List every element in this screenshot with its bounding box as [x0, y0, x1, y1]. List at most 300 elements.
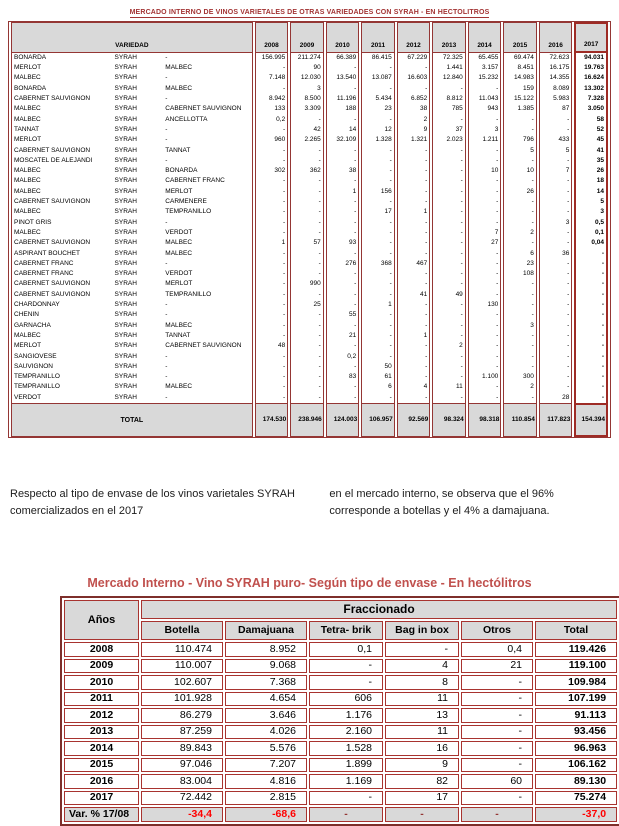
- variety-3: MERLOT: [163, 187, 252, 197]
- value-cell: 1.441: [432, 63, 466, 73]
- value-cell: 107.199: [535, 692, 617, 707]
- table-row: [11, 228, 608, 238]
- value-cell: 130: [468, 300, 502, 310]
- table-header-row: [11, 22, 608, 53]
- value-cell: 0,1: [309, 642, 383, 657]
- value-cell: 108: [503, 269, 537, 279]
- value-cell: -: [461, 758, 533, 773]
- variety-2: SYRAH: [114, 342, 137, 350]
- value-cell: 18: [574, 177, 608, 187]
- value-cell: -: [432, 321, 466, 331]
- total-value: 110.854: [503, 403, 537, 437]
- value-cell: -: [397, 352, 431, 362]
- value-cell: 93.456: [535, 725, 617, 740]
- variety-1: CHARDONNAY: [11, 300, 111, 310]
- table-row: [64, 692, 617, 707]
- variety-2: SYRAH: [114, 187, 137, 195]
- value-cell: 2: [503, 228, 537, 238]
- value-cell: -: [397, 321, 431, 331]
- value-cell: -: [255, 259, 289, 269]
- value-cell: 6.852: [397, 94, 431, 104]
- column-header: Botella: [141, 621, 223, 640]
- value-cell: 65.455: [468, 53, 502, 63]
- variety-1: CABERNET SAUVIGNON: [11, 146, 111, 156]
- value-cell: 41: [574, 146, 608, 156]
- value-cell: 57: [290, 238, 324, 248]
- value-cell: 960: [255, 135, 289, 145]
- total-value: 98.324: [432, 403, 466, 437]
- value-cell: -: [290, 321, 324, 331]
- variety-1: BONARDA: [11, 84, 111, 94]
- value-cell: -: [468, 218, 502, 228]
- variety-1: MALBEC: [11, 166, 111, 176]
- value-cell: 27: [468, 238, 502, 248]
- value-cell: -: [326, 321, 360, 331]
- variety-2: SYRAH: [114, 167, 137, 175]
- variety-3: MALBEC: [163, 84, 252, 94]
- total-value: 124.003: [326, 403, 360, 437]
- year-cell: 2017: [64, 791, 139, 806]
- value-cell: -: [255, 321, 289, 331]
- value-cell: 1.328: [361, 135, 395, 145]
- value-cell: 72.442: [141, 791, 223, 806]
- table-row: [11, 310, 608, 320]
- variety-2: SYRAH: [114, 218, 137, 226]
- table-row: [11, 156, 608, 166]
- value-cell: -: [539, 259, 573, 269]
- value-cell: -: [539, 269, 573, 279]
- variety-2: SYRAH: [114, 156, 137, 164]
- value-cell: -: [574, 249, 608, 259]
- value-cell: -: [361, 321, 395, 331]
- value-cell: 83: [326, 372, 360, 382]
- variety-3: MALBEC: [163, 383, 252, 393]
- table-row: [11, 74, 608, 84]
- value-cell: -: [468, 383, 502, 393]
- value-cell: -: [255, 331, 289, 341]
- value-cell: -: [326, 383, 360, 393]
- value-cell: 7.328: [574, 94, 608, 104]
- value-cell: 14: [574, 187, 608, 197]
- table-row: [11, 321, 608, 331]
- value-cell: 90: [290, 63, 324, 73]
- value-cell: 14.983: [503, 74, 537, 84]
- table-row: [11, 341, 608, 351]
- value-cell: -: [326, 84, 360, 94]
- value-cell: -: [468, 207, 502, 217]
- value-cell: -: [539, 331, 573, 341]
- value-cell: -: [361, 228, 395, 238]
- value-cell: 156: [361, 187, 395, 197]
- total-value: 174.530: [255, 403, 289, 437]
- value-cell: -: [461, 741, 533, 756]
- value-cell: 211.274: [290, 53, 324, 63]
- value-cell: 45: [574, 135, 608, 145]
- value-cell: 0,4: [461, 642, 533, 657]
- variety-1: CABERNET FRANC: [11, 269, 111, 279]
- column-header: Bag in box: [385, 621, 459, 640]
- value-cell: 5: [574, 197, 608, 207]
- value-cell: 11.043: [468, 94, 502, 104]
- value-cell: -: [255, 290, 289, 300]
- value-cell: -: [432, 187, 466, 197]
- value-cell: -: [326, 146, 360, 156]
- value-cell: 17: [385, 791, 459, 806]
- varietal-table-header: [11, 22, 608, 53]
- variety-2: SYRAH: [114, 208, 137, 216]
- value-cell: 55: [326, 310, 360, 320]
- value-cell: -: [397, 372, 431, 382]
- variety-1: BONARDA: [11, 53, 111, 63]
- table2-title: Mercado Interno - Vino SYRAH puro- Según tipo de envase - En hectólitros: [87, 576, 532, 591]
- table-row: [11, 259, 608, 269]
- value-cell: -: [290, 156, 324, 166]
- variation-value: -34,4: [141, 807, 223, 822]
- value-cell: -: [361, 115, 395, 125]
- variety-1: SAUVIGNON: [11, 362, 111, 372]
- variety-3: TANNAT: [163, 331, 252, 341]
- value-cell: -: [574, 362, 608, 372]
- value-cell: -: [468, 249, 502, 259]
- value-cell: -: [468, 197, 502, 207]
- value-cell: -: [290, 197, 324, 207]
- value-cell: -: [361, 249, 395, 259]
- value-cell: -: [255, 352, 289, 362]
- variety-2: SYRAH: [114, 301, 137, 309]
- value-cell: 1: [255, 238, 289, 248]
- table-row: [64, 675, 617, 690]
- value-cell: -: [361, 269, 395, 279]
- value-cell: -: [503, 238, 537, 248]
- value-cell: -: [397, 218, 431, 228]
- variation-value: -37,0: [535, 807, 617, 822]
- value-cell: 60: [461, 774, 533, 789]
- variety-3: TEMPRANILLO: [163, 207, 252, 217]
- total-value: 106.957: [361, 403, 395, 437]
- value-cell: -: [255, 249, 289, 259]
- value-cell: -: [361, 352, 395, 362]
- value-cell: 16.603: [397, 74, 431, 84]
- value-cell: 32.109: [326, 135, 360, 145]
- value-cell: -: [326, 280, 360, 290]
- varietal-table: [8, 21, 611, 438]
- value-cell: -: [503, 331, 537, 341]
- value-cell: 87.259: [141, 725, 223, 740]
- table-row: [11, 146, 608, 156]
- value-cell: -: [361, 238, 395, 248]
- value-cell: 1: [361, 300, 395, 310]
- value-cell: -: [361, 177, 395, 187]
- value-cell: -: [397, 187, 431, 197]
- value-cell: -: [432, 177, 466, 187]
- table1-title: MERCADO INTERNO DE VINOS VARIETALES DE OTRAS VARIEDADES CON SYRAH - EN HECTOLITROS: [129, 9, 490, 16]
- table-row: [11, 53, 608, 63]
- value-cell: -: [539, 352, 573, 362]
- value-cell: -: [574, 393, 608, 403]
- variety-1: CHENIN: [11, 310, 111, 320]
- value-cell: 4.026: [225, 725, 307, 740]
- variety-2: SYRAH: [114, 115, 137, 123]
- value-cell: -: [432, 156, 466, 166]
- value-cell: 109.984: [535, 675, 617, 690]
- value-cell: -: [432, 352, 466, 362]
- value-cell: 133: [255, 104, 289, 114]
- variety-1: MOSCATEL DE ALEJANDI: [11, 156, 111, 166]
- value-cell: -: [255, 372, 289, 382]
- value-cell: -: [539, 156, 573, 166]
- value-cell: -: [326, 228, 360, 238]
- value-cell: -: [503, 218, 537, 228]
- value-cell: -: [468, 393, 502, 403]
- variety-1: VERDOT: [11, 393, 111, 403]
- fraccionado-header: Fraccionado: [141, 600, 617, 619]
- variety-2: SYRAH: [114, 362, 137, 370]
- table-row: [11, 383, 608, 393]
- year-header: 2011: [361, 22, 395, 53]
- year-header: 2017: [574, 22, 608, 53]
- column-header: Tetra- brik: [309, 621, 383, 640]
- value-cell: 3.646: [225, 708, 307, 723]
- year-cell: 2011: [64, 692, 139, 707]
- value-cell: 93: [326, 238, 360, 248]
- value-cell: 3: [468, 125, 502, 135]
- value-cell: -: [326, 362, 360, 372]
- value-cell: 86.279: [141, 708, 223, 723]
- variety-1: CABERNET SAUVIGNON: [11, 280, 111, 290]
- value-cell: -: [539, 187, 573, 197]
- value-cell: -: [461, 791, 533, 806]
- value-cell: 119.100: [535, 659, 617, 674]
- value-cell: -: [255, 228, 289, 238]
- table-row: [11, 290, 608, 300]
- variety-1: ASPIRANT BOUCHET: [11, 249, 111, 259]
- value-cell: -: [326, 156, 360, 166]
- paragraph-left-column: Respecto al tipo de envase de los vinos varietales SYRAH comercializados en el 2017: [10, 488, 295, 518]
- value-cell: -: [255, 146, 289, 156]
- value-cell: -: [432, 372, 466, 382]
- value-cell: -: [397, 280, 431, 290]
- value-cell: -: [290, 177, 324, 187]
- value-cell: -: [326, 63, 360, 73]
- value-cell: -: [290, 249, 324, 259]
- table-row: [11, 218, 608, 228]
- value-cell: 362: [290, 166, 324, 176]
- variety-3: -: [163, 156, 252, 166]
- total-value: 92.569: [397, 403, 431, 437]
- year-cell: 2009: [64, 659, 139, 674]
- year-cell: 2012: [64, 708, 139, 723]
- variety-3: MALBEC: [163, 249, 252, 259]
- table-row: [64, 725, 617, 740]
- value-cell: 21: [326, 331, 360, 341]
- value-cell: 110.007: [141, 659, 223, 674]
- value-cell: 50: [361, 362, 395, 372]
- value-cell: 300: [503, 372, 537, 382]
- value-cell: -: [461, 708, 533, 723]
- variation-label: Var. % 17/08: [64, 807, 139, 822]
- value-cell: 13: [385, 708, 459, 723]
- variety-3: MERLOT: [163, 280, 252, 290]
- variety-3: BONARDA: [163, 166, 252, 176]
- variety-2: SYRAH: [114, 373, 137, 381]
- value-cell: -: [503, 290, 537, 300]
- value-cell: -: [397, 177, 431, 187]
- value-cell: 1.899: [309, 758, 383, 773]
- value-cell: 106.162: [535, 758, 617, 773]
- value-cell: 1.385: [503, 104, 537, 114]
- variety-3: -: [163, 310, 252, 320]
- value-cell: 156.995: [255, 53, 289, 63]
- envase-paragraph: [10, 486, 609, 520]
- value-cell: -: [255, 197, 289, 207]
- year-header: 2009: [290, 22, 324, 53]
- value-cell: -: [397, 84, 431, 94]
- variety-1: PINOT GRIS: [11, 218, 111, 228]
- value-cell: -: [326, 197, 360, 207]
- value-cell: 943: [468, 104, 502, 114]
- variation-value: -: [385, 807, 459, 822]
- value-cell: -: [397, 269, 431, 279]
- value-cell: -: [255, 269, 289, 279]
- variety-2: SYRAH: [114, 290, 137, 298]
- value-cell: -: [290, 228, 324, 238]
- value-cell: 89.130: [535, 774, 617, 789]
- variety-3: VERDOT: [163, 269, 252, 279]
- value-cell: 89.843: [141, 741, 223, 756]
- value-cell: -: [290, 352, 324, 362]
- value-cell: -: [397, 310, 431, 320]
- value-cell: 796: [503, 135, 537, 145]
- value-cell: -: [290, 115, 324, 125]
- variety-3: CABERNET FRANC: [163, 177, 252, 187]
- value-cell: 82: [385, 774, 459, 789]
- value-cell: -: [574, 269, 608, 279]
- value-cell: -: [432, 115, 466, 125]
- table-row: [11, 331, 608, 341]
- value-cell: 28: [539, 393, 573, 403]
- variety-1: MALBEC: [11, 331, 111, 341]
- value-cell: -: [539, 341, 573, 351]
- variety-3: -: [163, 362, 252, 372]
- variety-2: SYRAH: [114, 64, 137, 72]
- year-cell: 2008: [64, 642, 139, 657]
- value-cell: -: [461, 675, 533, 690]
- value-cell: 6: [361, 383, 395, 393]
- variety-3: -: [163, 94, 252, 104]
- table-row: [64, 708, 617, 723]
- variation-value: -68,6: [225, 807, 307, 822]
- value-cell: 990: [290, 280, 324, 290]
- value-cell: -: [290, 331, 324, 341]
- value-cell: -: [326, 269, 360, 279]
- value-cell: 66.389: [326, 53, 360, 63]
- value-cell: -: [290, 187, 324, 197]
- value-cell: 3: [290, 84, 324, 94]
- value-cell: -: [255, 207, 289, 217]
- value-cell: -: [361, 310, 395, 320]
- value-cell: 433: [539, 135, 573, 145]
- value-cell: 5.576: [225, 741, 307, 756]
- table-row: [11, 166, 608, 176]
- value-cell: -: [326, 341, 360, 351]
- value-cell: -: [539, 228, 573, 238]
- value-cell: 7: [468, 228, 502, 238]
- value-cell: 2.160: [309, 725, 383, 740]
- varietal-table-footer: [11, 403, 608, 437]
- year-cell: 2013: [64, 725, 139, 740]
- value-cell: -: [468, 352, 502, 362]
- value-cell: 9: [385, 758, 459, 773]
- variety-1: TANNAT: [11, 125, 111, 135]
- value-cell: -: [397, 228, 431, 238]
- value-cell: 87: [539, 104, 573, 114]
- table-row: [11, 94, 608, 104]
- value-cell: -: [397, 362, 431, 372]
- value-cell: 8.089: [539, 84, 573, 94]
- value-cell: -: [290, 383, 324, 393]
- value-cell: -: [326, 207, 360, 217]
- value-cell: -: [432, 249, 466, 259]
- table-row: [11, 352, 608, 362]
- value-cell: 41: [397, 290, 431, 300]
- value-cell: -: [290, 362, 324, 372]
- value-cell: 16.175: [539, 63, 573, 73]
- value-cell: -: [361, 341, 395, 351]
- value-cell: -: [468, 115, 502, 125]
- value-cell: -: [468, 259, 502, 269]
- value-cell: -: [255, 300, 289, 310]
- value-cell: 37: [432, 125, 466, 135]
- value-cell: -: [468, 177, 502, 187]
- column-header: Total: [535, 621, 617, 640]
- variety-2: SYRAH: [114, 95, 137, 103]
- table-row: [11, 300, 608, 310]
- variety-3: MALBEC: [163, 238, 252, 248]
- value-cell: 13.302: [574, 84, 608, 94]
- variety-1: CABERNET SAUVIGNON: [11, 94, 111, 104]
- value-cell: 7.368: [225, 675, 307, 690]
- value-cell: -: [574, 331, 608, 341]
- value-cell: 13.087: [361, 74, 395, 84]
- value-cell: -: [432, 269, 466, 279]
- table-row: [64, 774, 617, 789]
- table-row: [11, 372, 608, 382]
- table-row: [11, 187, 608, 197]
- variety-3: -: [163, 259, 252, 269]
- value-cell: -: [574, 372, 608, 382]
- value-cell: -: [539, 207, 573, 217]
- value-cell: -: [468, 269, 502, 279]
- value-cell: -: [361, 218, 395, 228]
- value-cell: -: [574, 341, 608, 351]
- variety-2: SYRAH: [114, 239, 137, 247]
- variety-2: SYRAH: [114, 74, 137, 82]
- paragraph-right-column: en el mercado interno, se observa que el 96% corresponde a botellas y el 4% a damajuana.: [329, 488, 554, 518]
- value-cell: -: [539, 383, 573, 393]
- value-cell: 11.196: [326, 94, 360, 104]
- value-cell: 11: [385, 692, 459, 707]
- value-cell: 23: [361, 104, 395, 114]
- value-cell: -: [503, 341, 537, 351]
- value-cell: 49: [432, 290, 466, 300]
- year-header: 2010: [326, 22, 360, 53]
- value-cell: -: [503, 156, 537, 166]
- variety-1: MALBEC: [11, 187, 111, 197]
- variety-1: CABERNET SAUVIGNON: [11, 290, 111, 300]
- value-cell: -: [468, 341, 502, 351]
- value-cell: 16: [385, 741, 459, 756]
- variety-2: SYRAH: [114, 53, 137, 61]
